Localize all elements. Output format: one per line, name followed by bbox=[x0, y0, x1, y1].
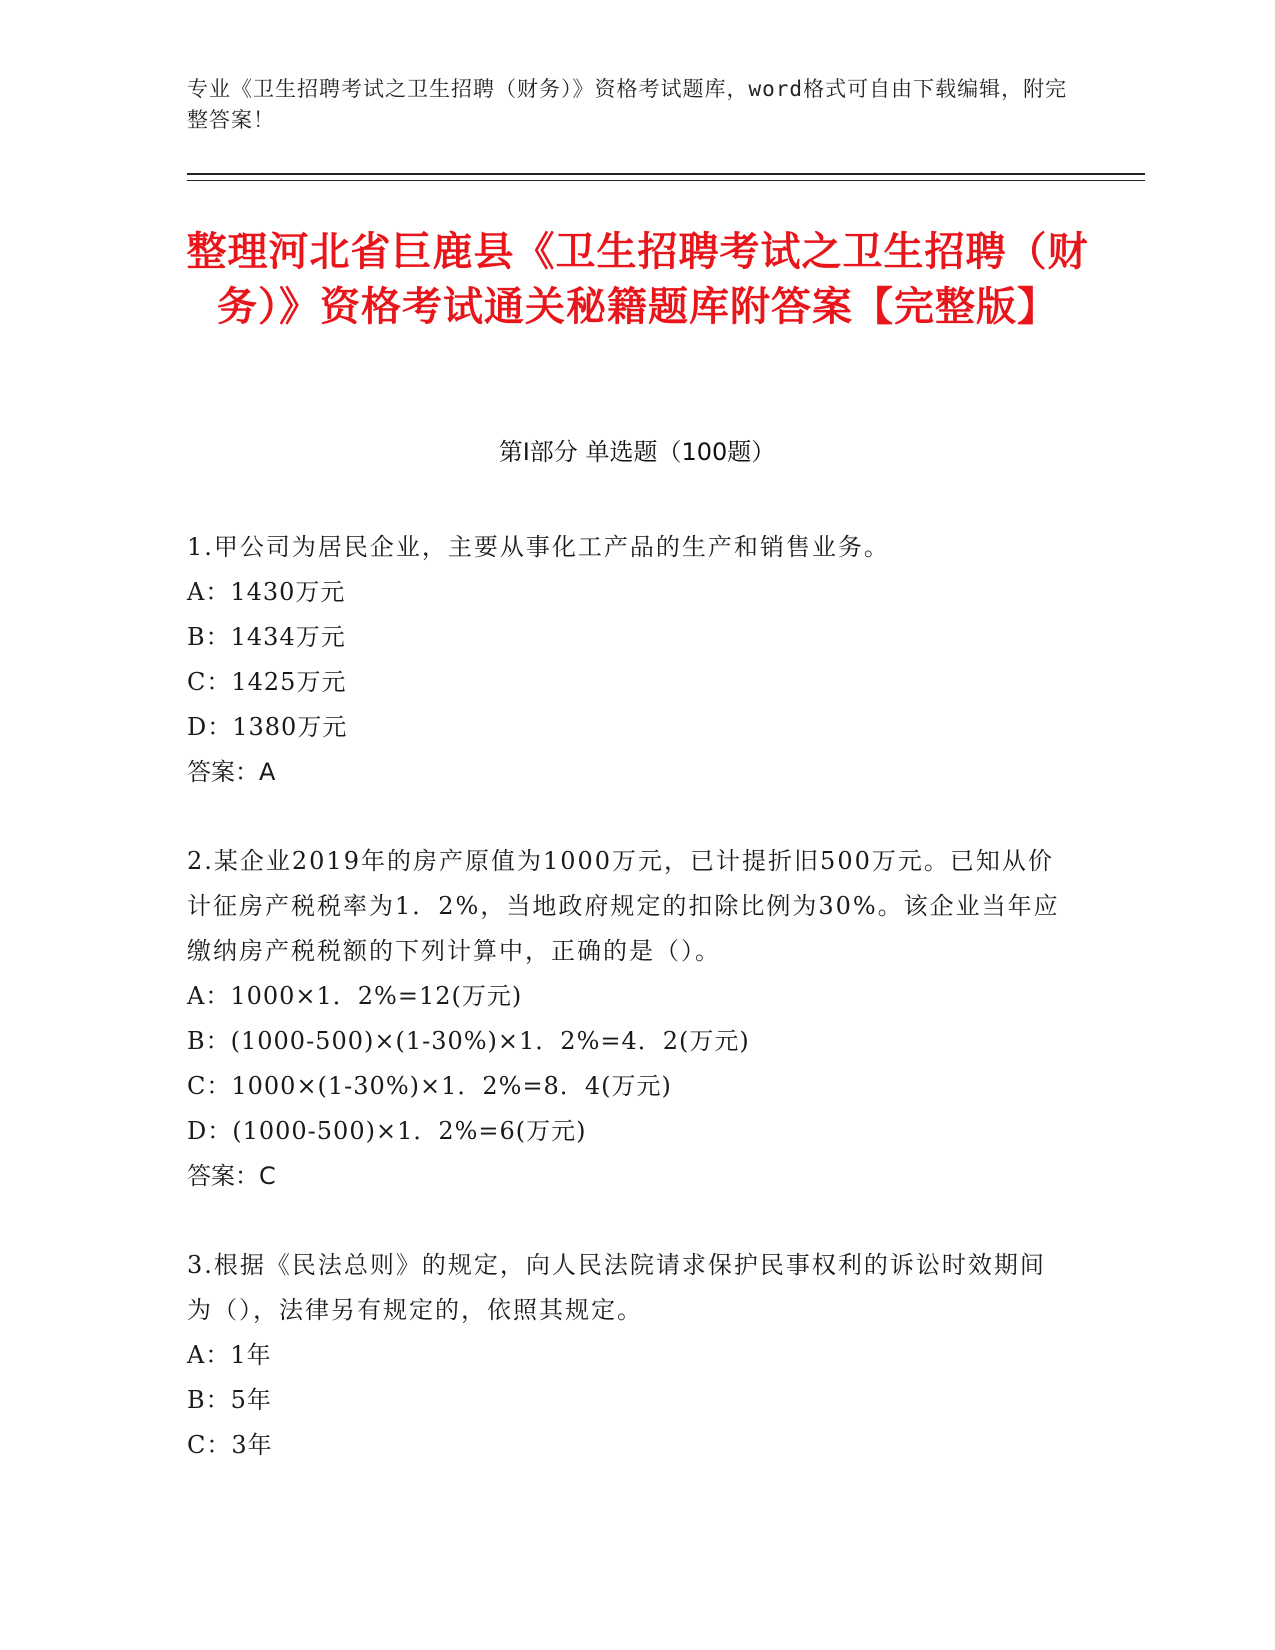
section-heading: 第Ⅰ部分 单选题（100题） bbox=[498, 438, 776, 466]
option-d: D：(1000-500)×1．2%=6(万元) bbox=[187, 1117, 587, 1145]
question-1 bbox=[187, 525, 1062, 795]
header-note: 专业《卫生招聘考试之卫生招聘（财务）》资格考试题库，word格式可自由下载编辑，附完整答案！ bbox=[187, 77, 1068, 132]
header-divider-thin bbox=[187, 180, 1145, 181]
option-c: C：1425万元 bbox=[187, 668, 347, 696]
option-b: B：1434万元 bbox=[187, 623, 346, 651]
option-b: B：5年 bbox=[187, 1386, 272, 1414]
option-b: B：(1000-500)×(1-30%)×1．2%=4．2(万元) bbox=[187, 1027, 750, 1055]
question-2 bbox=[187, 839, 1062, 1199]
answer: 答案：A bbox=[187, 758, 276, 786]
question-list bbox=[187, 525, 1062, 1512]
question-3 bbox=[187, 1243, 1062, 1468]
option-a: A：1430万元 bbox=[187, 578, 346, 606]
document-title: 整理河北省巨鹿县《卫生招聘考试之卫生招聘（财务）》资格考试通关秘籍题库附答案【完整版】 bbox=[186, 229, 1089, 330]
answer: 答案：C bbox=[187, 1162, 276, 1190]
option-a: A：1年 bbox=[187, 1341, 272, 1369]
question-stem: 2.某企业2019年的房产原值为1000万元，已计提折旧500万元。已知从价计征房产税税率为1．2%，当地政府规定的扣除比例为30%。该企业当年应缴纳房产税税额的下列计算中，正确的是（）。 bbox=[187, 847, 1060, 965]
question-stem: 3.根据《民法总则》的规定，向人民法院请求保护民事权利的诉讼时效期间为（），法律另有规定的，依照其规定。 bbox=[187, 1251, 1046, 1324]
option-c: C：1000×(1-30%)×1．2%=8．4(万元) bbox=[187, 1072, 672, 1100]
option-a: A：1000×1．2%=12(万元) bbox=[187, 982, 523, 1010]
header-divider-thick bbox=[187, 173, 1145, 175]
question-stem: 1.甲公司为居民企业，主要从事化工产品的生产和销售业务。 bbox=[187, 533, 890, 561]
option-d: D：1380万元 bbox=[187, 713, 348, 741]
option-c: C：3年 bbox=[187, 1431, 273, 1459]
